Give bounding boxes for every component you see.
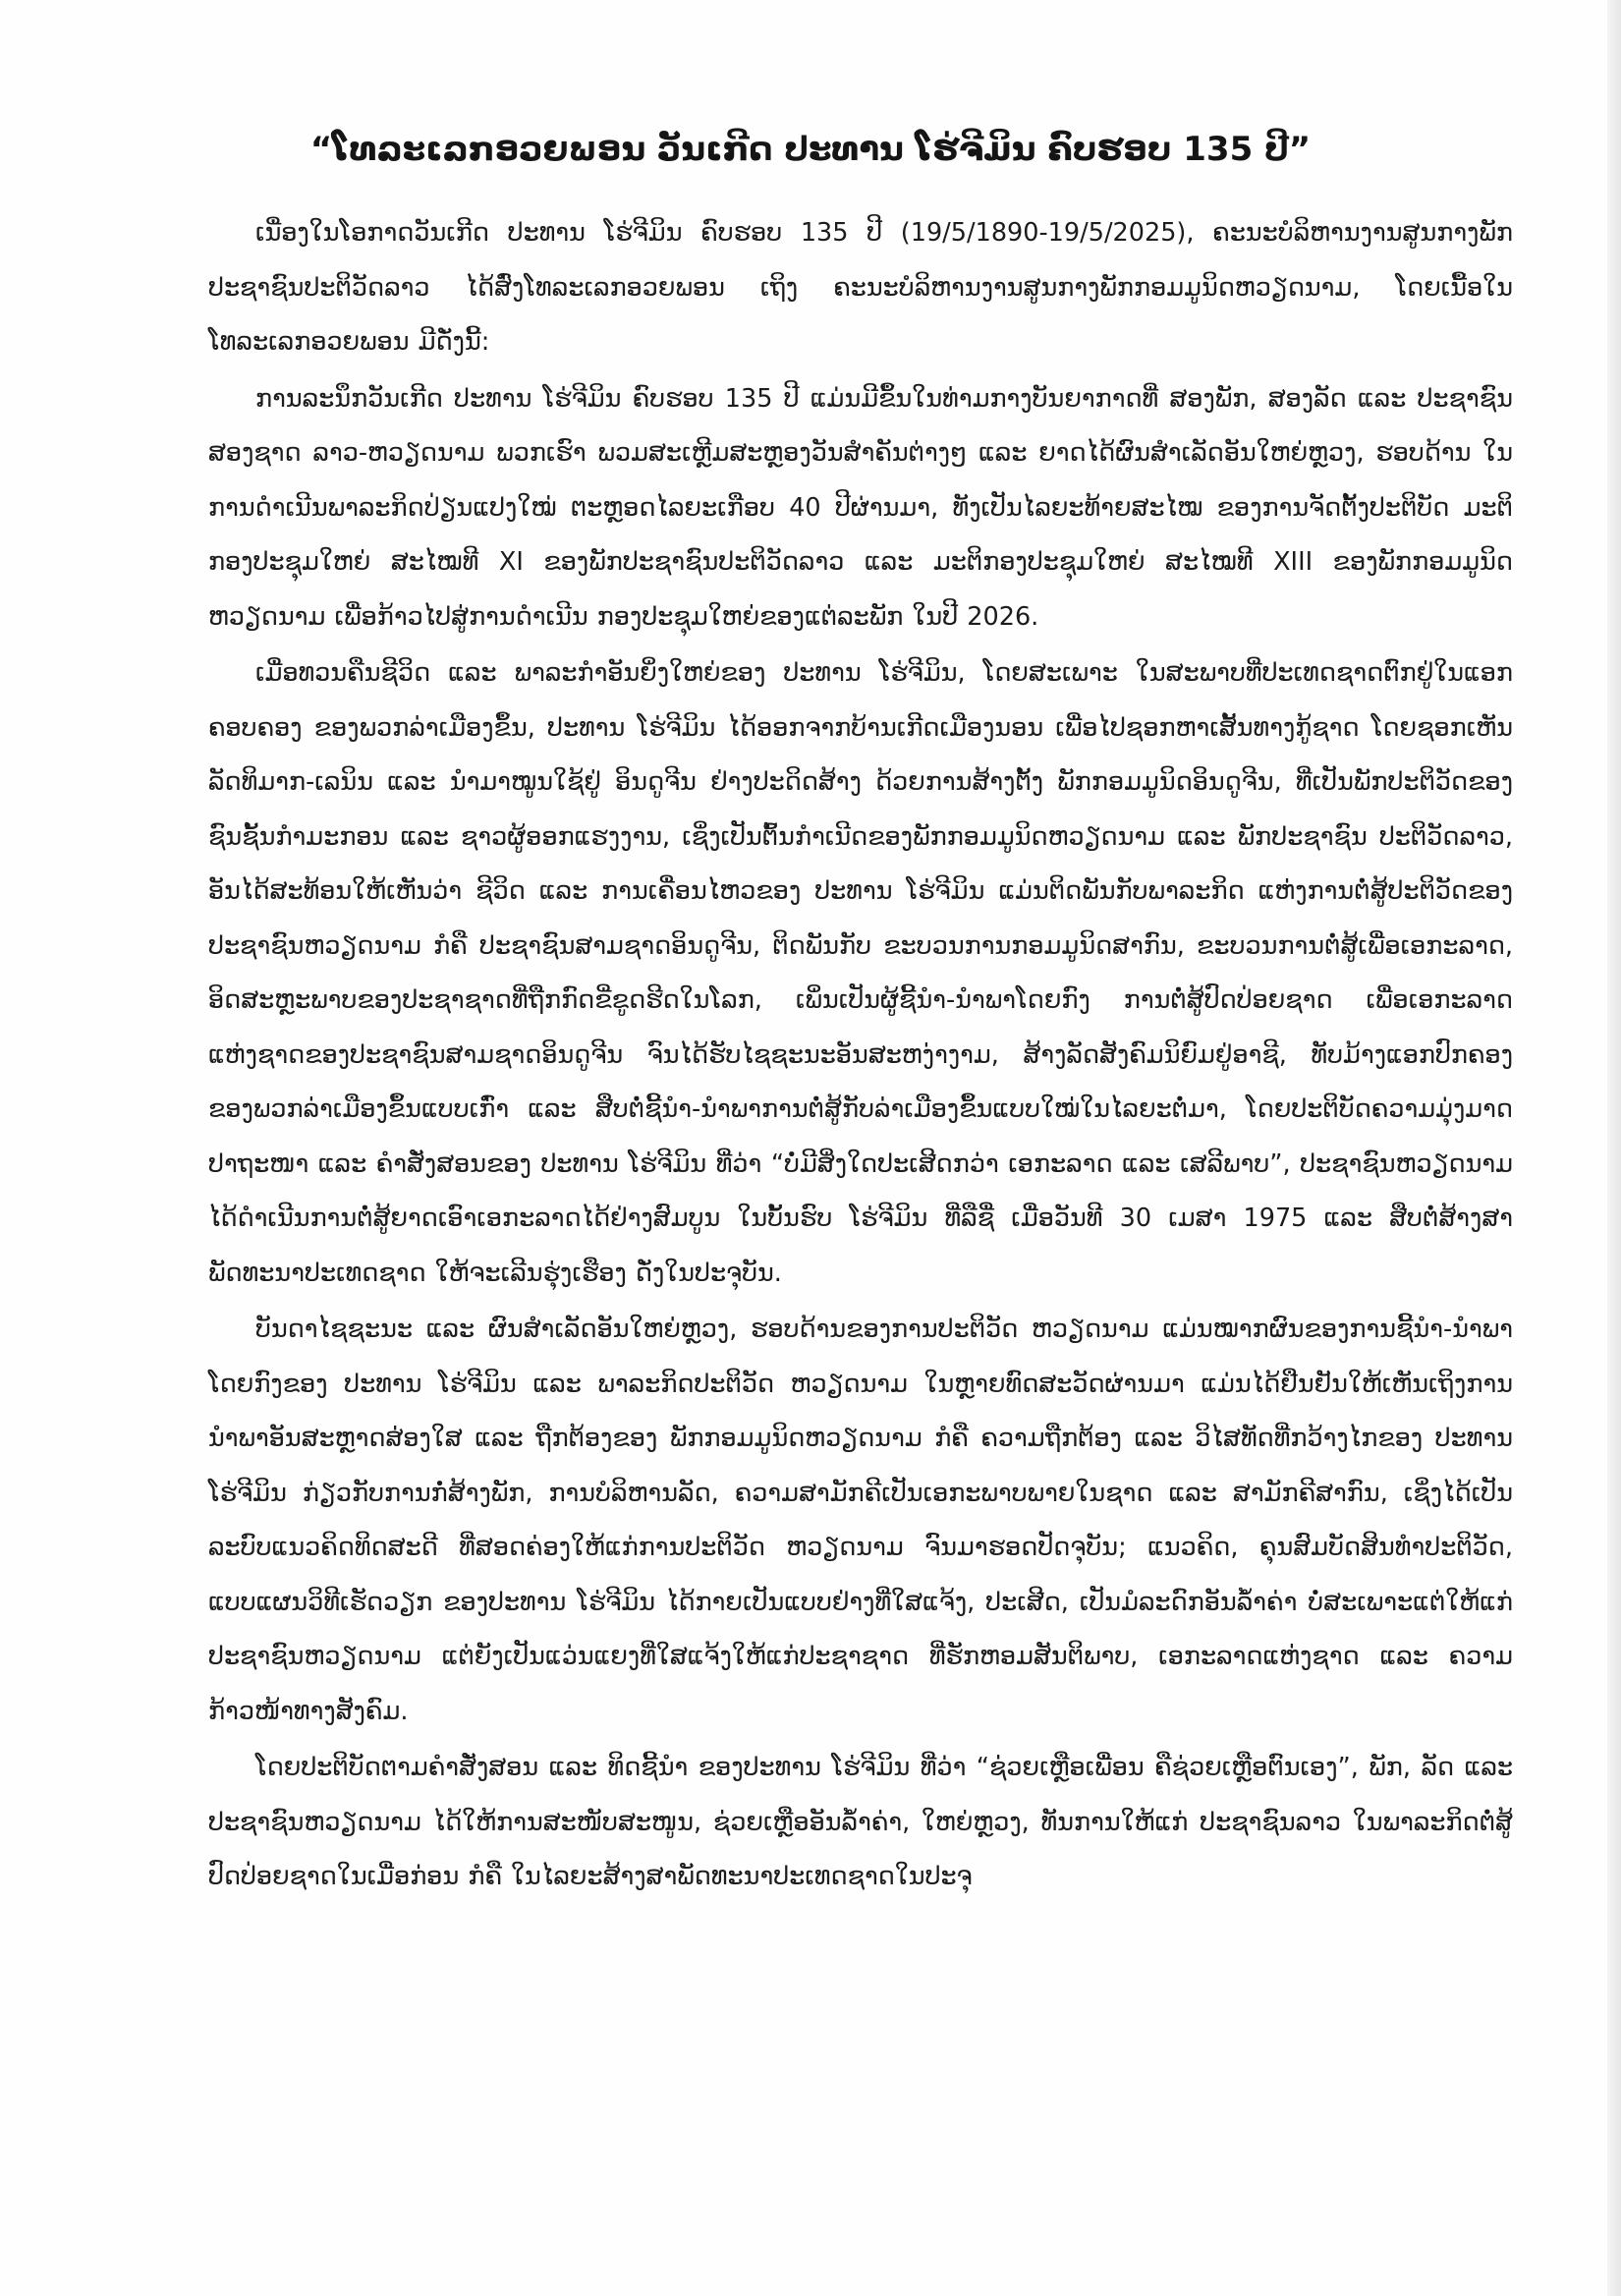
paragraph-intro: ເນື່ອງໃນໂອກາດວັນເກີດ ປະທານ ໂຮ່ຈີມິນ ຄົບຮອບ 135 ປີ (19/5/1890-19/5/2025), ຄະນະບໍລິຫານງານສູນກາງພັກປະຊາຊົນປະຕິວັດລາວ ໄດ້ສົ່ງໂທລະເລກອວຍພອນ ເຖິງ ຄະນະບໍລິຫານງານສູນກາງພັກກອມມູນິດຫວຽດນາມ, ໂດຍເນື້ອໃນ ໂທລະເລກອວຍພອນ ມີດັ່ງນີ້: (208, 218, 1513, 357)
paragraph-victories: ບັນດາໄຊຊະນະ ແລະ ຜົນສຳເລັດອັນໃຫຍ່ຫຼວງ, ຮອບດ້ານຂອງການປະຕິວັດ ຫວຽດນາມ ແມ່ນໝາກຜົນຂອງການຊີ້ນຳ-ນຳພາ ໂດຍກົງຂອງ ປະທານ ໂຮ່ຈີມິນ ແລະ ພາລະກິດປະຕິວັດ ຫວຽດນາມ ໃນຫຼາຍທົດສະວັດຜ່ານມາ ແມ່ນໄດ້ຢືນຢັນໃຫ້ເຫັນເຖິງການນຳພາອັນສະຫຼາດສ່ອງໃສ ແລະ ຖືກຕ້ອງຂອງ ພັກກອມມູນິດຫວຽດນາມ ກໍຄື ຄວາມຖືກຕ້ອງ ແລະ ວິໄສທັດທີ່ກວ້າງໄກຂອງ ປະທານ ໂຮ່ຈີມິນ ກ່ຽວກັບການກໍ່ສ້າງພັກ, ການບໍລິຫານລັດ, ຄວາມສາມັກຄີເປັນເອກະພາບພາຍໃນຊາດ ແລະ ສາມັກຄີສາກົນ, ເຊິ່ງໄດ້ເປັນລະບົບແນວຄິດທິດສະດີ ທີ່ສອດຄ່ອງໃຫ້ແກ່ການປະຕິວັດ ຫວຽດນາມ ຈົນມາຮອດປັດຈຸບັນ; ແນວຄິດ, ຄຸນສົມບັດສິນທຳປະຕິວັດ, ແບບແຜນວິທີເຮັດວຽກ ຂອງປະທານ ໂຮ່ຈີມິນ ໄດ້ກາຍເປັນແບບຢ່າງທີ່ໃສແຈ້ງ, ປະເສີດ, ເປັນມໍລະດົກອັນລ້ຳຄ່າ ບໍ່ສະເພາະແຕ່ໃຫ້ແກ່ປະຊາຊົນຫວຽດນາມ ແຕ່ຍັງເປັນແວ່ນແຍງທີ່ໃສແຈ້ງໃຫ້ແກ່ປະຊາຊາດ ທີ່ຮັກຫອມສັນຕິພາບ, ເອກະລາດແຫ່ງຊາດ ແລະ ຄວາມກ້າວໜ້າທາງສັງຄົມ. (208, 1315, 1513, 1726)
document-title: “ໂທລະເລກອວຍພອນ ວັນເກີດ ປະທານ ໂຮ່ຈີມິນ ຄົບຮອບ 135 ປີ” (309, 130, 1312, 169)
document-body (208, 206, 1513, 1907)
paragraph-anniversary: ການລະນຶກວັນເກີດ ປະທານ ໂຮ່ຈີມິນ ຄົບຮອບ 135 ປີ ແມ່ນມີຂຶ້ນໃນທ່າມກາງບັນຍາກາດທີ່ ສອງພັກ, ສອງລັດ ແລະ ປະຊາຊົນສອງຊາດ ລາວ-ຫວຽດນາມ ພວກເຮົາ ພວມສະເຫຼີມສະຫຼອງວັນສຳຄັນຕ່າງໆ ແລະ ຍາດໄດ້ຜົນສຳເລັດອັນໃຫຍ່ຫຼວງ, ຮອບດ້ານ ໃນການດຳເນີນພາລະກິດປ່ຽນແປງໃໝ່ ຕະຫຼອດໄລຍະເກືອບ 40 ປີຜ່ານມາ, ທັງເປັນໄລຍະທ້າຍສະໄໝ ຂອງການຈັດຕັ້ງປະຕິບັດ ມະຕິກອງປະຊຸມໃຫຍ່ ສະໄໝທີ XI ຂອງພັກປະຊາຊົນປະຕິວັດລາວ ແລະ ມະຕິກອງປະຊຸມໃຫຍ່ ສະໄໝທີ XIII ຂອງພັກກອມມູນິດຫວຽດນາມ ເພື່ອກ້າວໄປສູ່ການດຳເນີນ ກອງປະຊຸມໃຫຍ່ຂອງແຕ່ລະພັກ ໃນປີ 2026. (208, 383, 1513, 632)
paragraph-assistance: ໂດຍປະຕິບັດຕາມຄຳສັ່ງສອນ ແລະ ທິດຊີ້ນຳ ຂອງປະທານ ໂຮ່ຈີມິນ ທີ່ວ່າ “ຊ່ວຍເຫຼືອເພື່ອນ ຄືຊ່ວຍເຫຼືອຕົນເອງ”, ພັກ, ລັດ ແລະ ປະຊາຊົນຫວຽດນາມ ໄດ້ໃຫ້ການສະໜັບສະໜູນ, ຊ່ວຍເຫຼືອອັນລ້ຳຄ່າ, ໃຫຍ່ຫຼວງ, ທັນການໃຫ້ແກ່ ປະຊາຊົນລາວ ໃນພາລະກິດຕໍ່ສູ້ປົດປ່ອຍຊາດໃນເມື່ອກ່ອນ ກໍຄື ໃນໄລຍະສ້າງສາພັດທະນາປະເທດຊາດໃນປະຈຸ (208, 1753, 1513, 1891)
paragraph-life-history: ເມື່ອທວນຄືນຊີວິດ ແລະ ພາລະກຳອັນຍິ່ງໃຫຍ່ຂອງ ປະທານ ໂຮ່ຈີມິນ, ໂດຍສະເພາະ ໃນສະພາບທີ່ປະເທດຊາດຕົກຢູ່ໃນແອກຄອບຄອງ ຂອງພວກລ່າເມືອງຂຶ້ນ, ປະທານ ໂຮ່ຈີມິນ ໄດ້ອອກຈາກບ້ານເກີດເມືອງນອນ ເພື່ອໄປຊອກຫາເສັ້ນທາງກູ້ຊາດ ໂດຍຊອກເຫັນ ລັດທິມາກ-ເລນິນ ແລະ ນຳມາໝູນໃຊ້ຢູ່ ອິນດູຈີນ ຢ່າງປະດິດສ້າງ ດ້ວຍການສ້າງຕັ້ງ ພັກກອມມູນິດອິນດູຈີນ, ທີ່ເປັນພັກປະຕິວັດຂອງຊົນຊັ້ນກຳມະກອນ ແລະ ຊາວຜູ້ອອກແຮງງານ, ເຊິ່ງເປັນຕົ້ນກຳເນີດຂອງພັກກອມມູນິດຫວຽດນາມ ແລະ ພັກປະຊາຊົນ ປະຕິວັດລາວ, ອັນໄດ້ສະທ້ອນໃຫ້ເຫັນວ່າ ຊີວິດ ແລະ ການເຄື່ອນໄຫວຂອງ ປະທານ ໂຮ່ຈີມິນ ແມ່ນຕິດພັນກັບພາລະກິດ ແຫ່ງການຕໍ່ສູ້ປະຕິວັດຂອງປະຊາຊົນຫວຽດນາມ ກໍຄື ປະຊາຊົນສາມຊາດອິນດູຈີນ, ຕິດພັນກັບ ຂະບວນການກອມມູນິດສາກົນ, ຂະບວນການຕໍ່ສູ້ເພື່ອເອກະລາດ, ອິດສະຫຼະພາບຂອງປະຊາຊາດທີ່ຖືກກົດຂີ່ຂູດຮີດໃນໂລກ, ເພິ່ນເປັນຜູ້ຊີ້ນຳ-ນຳພາໂດຍກົງ ການຕໍ່ສູ້ປົດປ່ອຍຊາດ ເພື່ອເອກະລາດແຫ່ງຊາດຂອງປະຊາຊົນສາມຊາດອິນດູຈີນ ຈົນໄດ້ຮັບໄຊຊະນະອັນສະຫງ່າງາມ, ສ້າງລັດສັງຄົມນິຍົມຢູ່ອາຊີ, ທັບມ້າງແອກປົກຄອງ ຂອງພວກລ່າເມືອງຂຶ້ນແບບເກົ່າ ແລະ ສືບຕໍ່ຊີ້ນຳ-ນຳພາການຕໍ່ສູ້ກັບລ່າເມືອງຂຶ້ນແບບໃໝ່ໃນໄລຍະຕໍ່ມາ, ໂດຍປະຕິບັດຄວາມມຸ່ງມາດປາຖະໜາ ແລະ ຄຳສັ່ງສອນຂອງ ປະທານ ໂຮ່ຈີມິນ ທີ່ວ່າ “ບໍ່ມີສິ່ງໃດປະເສີດກວ່າ ເອກະລາດ ແລະ ເສລີພາບ”, ປະຊາຊົນຫວຽດນາມ ໄດ້ດຳເນີນການຕໍ່ສູ້ຍາດເອົາເອກະລາດໄດ້ຢ່າງສົມບູນ ໃນບັ້ນຮົບ ໂຮ່ຈີມິນ ທີ່ລືຊື່ ເມື່ອວັນທີ 30 ເມສາ 1975 ແລະ ສືບຕໍ່ສ້າງສາພັດທະນາປະເທດຊາດ ໃຫ້ຈະເລີນຮຸ່ງເຮືອງ ດັ່ງໃນປະຈຸບັນ. (208, 658, 1513, 1288)
